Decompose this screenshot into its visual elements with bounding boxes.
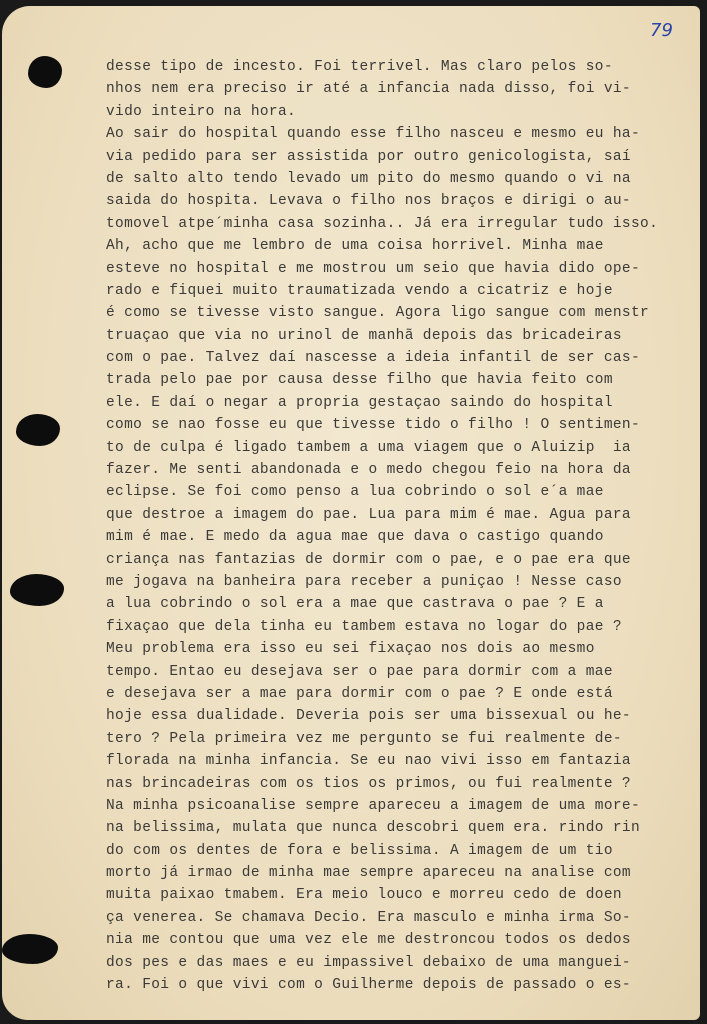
text-line: Na minha psicoanalise sempre apareceu a imagem de uma more- [106,797,641,814]
text-line: tomovel atpe´minha casa sozinha.. Já era irregular tudo isso. [106,215,659,232]
text-line: tero ? Pela primeira vez me pergunto se fui realmente de- [106,730,622,747]
punch-hole [28,56,62,88]
text-line: muita paixao tmabem. Era meio louco e morreu cedo de doen [106,887,622,904]
text-line: mim é mae. E medo da agua mae que dava o castigo quando [106,529,604,546]
punch-hole [16,414,60,446]
text-line: nia me contou que uma vez ele me destroncou todos os dedos [106,932,631,949]
text-line: tempo. Entao eu desejava ser o pae para dormir com a mae [106,663,613,680]
text-line: ele. E daí o negar a propria gestaçao saindo do hospital [106,394,613,411]
text-line: do com os dentes de fora e belissima. A imagem de um tio [106,842,613,859]
text-line: nhos nem era preciso ir até a infancia nada disso, foi vi- [106,81,631,98]
text-line: Ao sair do hospital quando esse filho nasceu e mesmo eu ha- [106,126,641,143]
text-line: com o pae. Talvez daí nascesse a ideia infantil de ser cas- [106,350,641,367]
text-line: fazer. Me senti abandonada e o medo chegou feio na hora da [106,462,631,479]
text-line: é como se tivesse visto sangue. Agora ligo sangue com menstr [106,305,650,322]
punch-hole [2,934,58,964]
text-line: desse tipo de incesto. Foi terrivel. Mas claro pelos so- [106,59,613,75]
text-line: morto já irmao de minha mae sempre apareceu na analise com [106,865,631,882]
text-line: trada pelo pae por causa desse filho que havia feito com [106,372,613,389]
typewritten-text [106,56,658,996]
text-line: criança nas fantazias de dormir com o pae, e o pae era que [106,551,631,568]
text-line: dos pes e das maes e eu impassivel debaixo de uma manguei- [106,954,631,971]
text-line: como se nao fosse eu que tivesse tido o filho ! O sentimen- [106,417,641,434]
text-line: fixaçao que dela tinha eu tambem estava no logar do pae ? [106,618,622,635]
text-line: de salto alto tendo levado um pito do mesmo quando o vi na [106,170,631,187]
text-line: ça venerea. Se chamava Decio. Era masculo e minha irma So- [106,909,631,926]
text-line: via pedido para ser assistida por outro genicologista, saí [106,148,631,165]
text-line: ra. Foi o que vivi com o Guilherme depois de passado o es- [106,977,631,994]
document-page [2,6,700,1020]
text-line: florada na minha infancia. Se eu nao vivi isso em fantazia [106,753,631,770]
text-line: que destroe a imagem do pae. Lua para mim é mae. Agua para [106,506,631,523]
text-line: Ah, acho que me lembro de uma coisa horrivel. Minha mae [106,238,604,255]
text-line: a lua cobrindo o sol era a mae que castrava o pae ? E a [106,596,604,613]
text-line: hoje essa dualidade. Deveria pois ser uma bissexual ou he- [106,708,631,725]
text-line: na belissima, mulata que nunca descobri quem era. rindo rin [106,820,641,837]
text-line: truaçao que via no urinol de manhã depois das bricadeiras [106,327,622,344]
text-line: me jogava na banheira para receber a puniçao ! Nesse caso [106,573,622,590]
text-line: nas brincadeiras com os tios os primos, ou fui realmente ? [106,775,631,792]
page-number: 79 [650,20,673,41]
text-line: esteve no hospital e me mostrou um seio que havia dido ope- [106,260,641,277]
text-line: e desejava ser a mae para dormir com o pae ? E onde está [106,685,613,702]
punch-hole [10,574,64,606]
text-line: vido inteiro na hora. [106,103,297,120]
text-line: rado e fiquei muito traumatizada vendo a cicatriz e hoje [106,282,613,299]
text-line: saida do hospita. Levava o filho nos braços e dirigi o au- [106,193,631,210]
text-line: eclipse. Se foi como penso a lua cobrindo o sol e´a mae [106,484,604,501]
text-line: to de culpa é ligado tambem a uma viagem que o Aluizip ia [106,439,631,456]
text-line: Meu problema era isso eu sei fixaçao nos dois ao mesmo [106,641,595,658]
